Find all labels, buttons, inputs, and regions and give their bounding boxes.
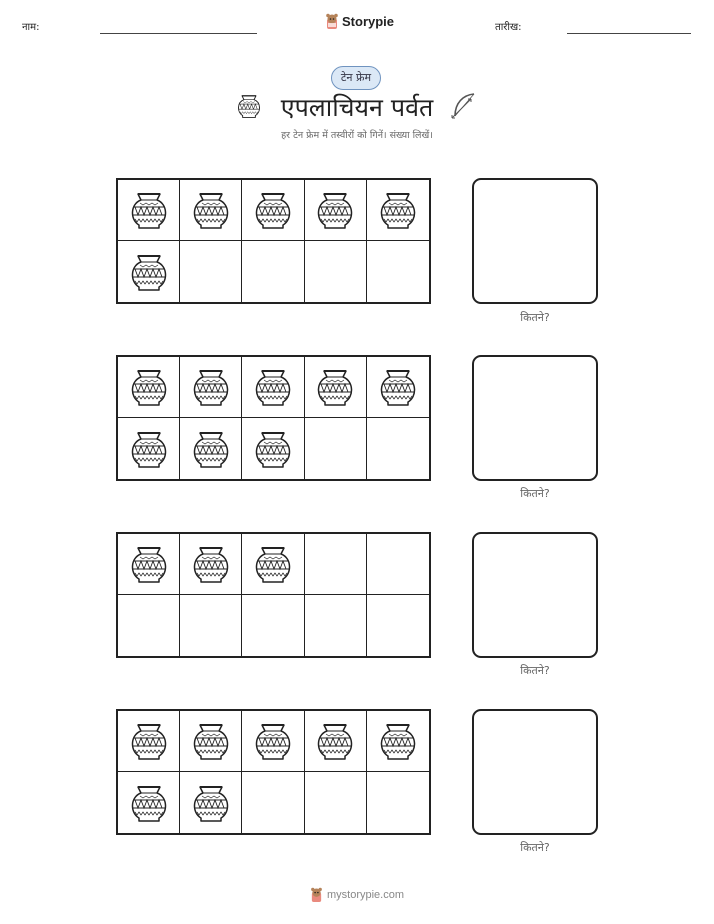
clay-pot-icon xyxy=(315,719,355,763)
clay-pot-icon xyxy=(191,427,231,471)
answer-box-1[interactable] xyxy=(472,178,598,304)
frame-cell xyxy=(242,418,304,479)
topic-badge: टेन फ्रेम xyxy=(331,66,381,90)
name-label: नाम: xyxy=(22,22,40,33)
ten-frame-3 xyxy=(116,532,431,658)
bow-arrow-icon xyxy=(449,91,477,121)
ten-frame-4 xyxy=(116,709,431,835)
storypie-mascot-icon xyxy=(325,13,339,30)
frame-cell xyxy=(242,772,304,833)
brand-logo xyxy=(325,13,394,30)
date-field-line[interactable] xyxy=(567,33,691,34)
clay-pot-icon xyxy=(191,365,231,409)
frame-cell xyxy=(305,180,367,241)
clay-pot-icon xyxy=(315,188,355,232)
frame-cell xyxy=(180,241,242,302)
clay-pot-icon xyxy=(253,542,293,586)
frame-cell xyxy=(367,772,429,833)
frame-cell xyxy=(242,357,304,418)
name-field-line[interactable] xyxy=(100,33,257,34)
clay-pot-icon xyxy=(129,188,169,232)
answer-label-3: कितने? xyxy=(520,664,550,677)
frame-cell xyxy=(305,772,367,833)
storypie-mascot-icon xyxy=(310,887,323,903)
frame-cell xyxy=(305,241,367,302)
frame-cell xyxy=(118,241,180,302)
frame-cell xyxy=(367,595,429,656)
footer-url[interactable]: mystorypie.com xyxy=(326,889,405,901)
clay-pot-icon xyxy=(315,365,355,409)
frame-cell xyxy=(118,357,180,418)
frame-cell xyxy=(242,595,304,656)
answer-box-4[interactable] xyxy=(472,709,598,835)
instructions: हर टेन फ्रेम में तस्वीरों को गिनें। संख्या लिखें। xyxy=(281,130,433,141)
clay-pot-icon xyxy=(129,365,169,409)
frame-cell xyxy=(305,534,367,595)
clay-pot-icon xyxy=(129,781,169,825)
frame-cell xyxy=(305,418,367,479)
frame-cell xyxy=(242,711,304,772)
clay-pot-icon xyxy=(378,365,418,409)
clay-pot-icon xyxy=(129,542,169,586)
clay-pot-icon xyxy=(378,719,418,763)
frame-cell xyxy=(367,711,429,772)
frame-cell xyxy=(180,357,242,418)
frame-cell xyxy=(305,595,367,656)
frame-cell xyxy=(180,180,242,241)
frame-cell xyxy=(180,595,242,656)
clay-pot-icon xyxy=(378,188,418,232)
clay-pot-icon xyxy=(129,427,169,471)
frame-cell xyxy=(180,534,242,595)
clay-pot-icon xyxy=(129,250,169,294)
answer-label-4: कितने? xyxy=(520,841,550,854)
page-title: एपलाचियन पर्वत xyxy=(280,93,434,122)
clay-pot-icon xyxy=(253,365,293,409)
frame-cell xyxy=(367,241,429,302)
frame-cell xyxy=(118,711,180,772)
ten-frame-2 xyxy=(116,355,431,481)
answer-label-2: कितने? xyxy=(520,487,550,500)
frame-cell xyxy=(180,772,242,833)
brand-name: Storypie xyxy=(342,14,395,29)
clay-pot-icon xyxy=(253,188,293,232)
frame-cell xyxy=(305,711,367,772)
answer-box-3[interactable] xyxy=(472,532,598,658)
frame-cell xyxy=(118,180,180,241)
frame-cell xyxy=(118,772,180,833)
clay-pot-icon xyxy=(191,781,231,825)
clay-pot-icon xyxy=(253,719,293,763)
answer-box-2[interactable] xyxy=(472,355,598,481)
frame-cell xyxy=(242,534,304,595)
frame-cell xyxy=(242,241,304,302)
frame-cell xyxy=(242,180,304,241)
frame-cell xyxy=(118,418,180,479)
frame-cell xyxy=(367,180,429,241)
clay-pot-icon xyxy=(191,719,231,763)
frame-cell xyxy=(118,534,180,595)
frame-cell xyxy=(367,357,429,418)
footer xyxy=(0,887,714,903)
date-label: तारीख: xyxy=(495,22,522,33)
frame-cell xyxy=(305,357,367,418)
answer-label-1: कितने? xyxy=(520,311,550,324)
frame-cell xyxy=(180,418,242,479)
frame-cell xyxy=(367,534,429,595)
frame-cell xyxy=(367,418,429,479)
ten-frame-1 xyxy=(116,178,431,304)
clay-pot-icon xyxy=(191,542,231,586)
frame-cell xyxy=(118,595,180,656)
clay-pot-icon xyxy=(253,427,293,471)
clay-pot-icon xyxy=(191,188,231,232)
frame-cell xyxy=(180,711,242,772)
clay-pot-icon xyxy=(129,719,169,763)
